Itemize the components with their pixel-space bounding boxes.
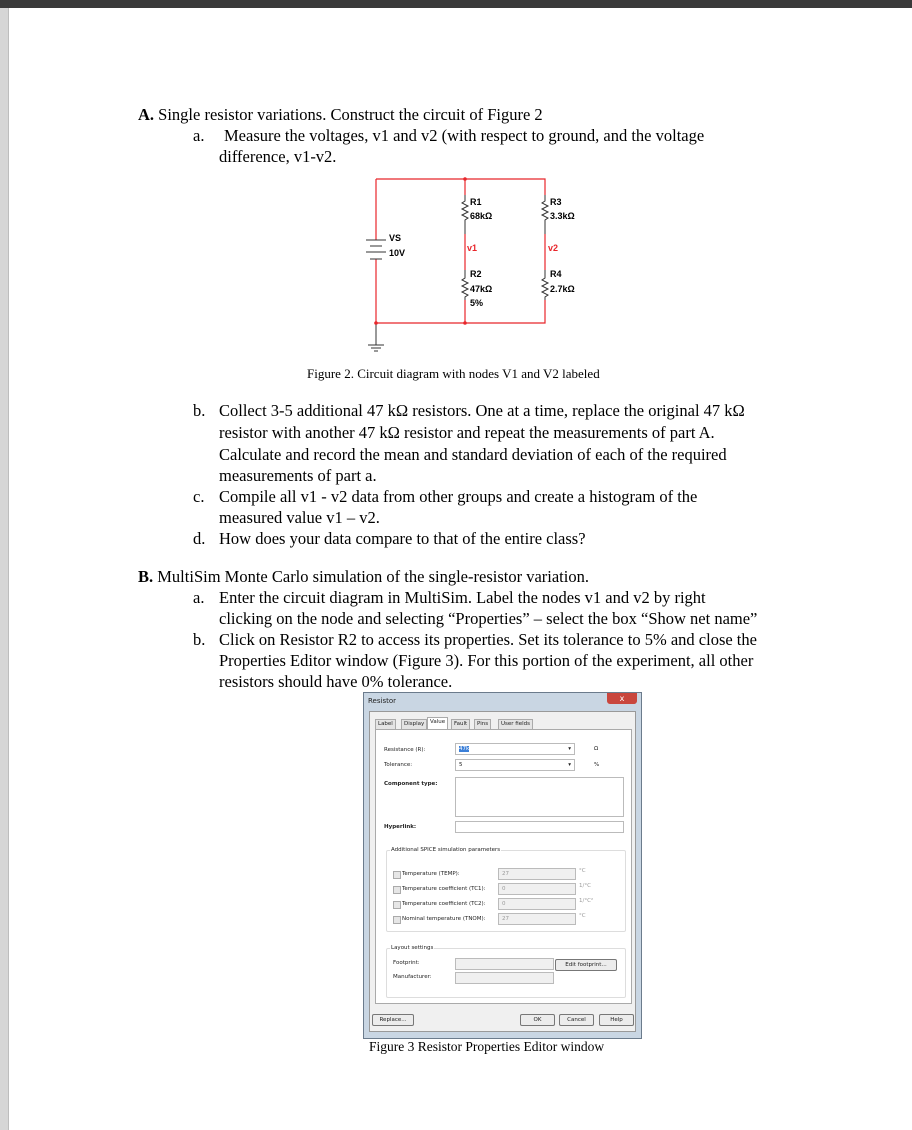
replace-button[interactable]: Replace... (372, 1014, 414, 1026)
r2-tolerance: 5% (470, 298, 484, 308)
tc1-field: 0 (498, 883, 576, 895)
item-text: Collect 3-5 additional 47 kΩ resistors. One at a time, replace the original 47 kΩ (219, 401, 745, 420)
dialog-title: Resistor (368, 697, 396, 705)
close-button[interactable]: x (607, 693, 637, 704)
resistance-select[interactable]: 47k ▾ (455, 743, 575, 755)
tab-user-fields[interactable]: User fields (498, 719, 533, 730)
item-text: Click on Resistor R2 to access its properties. Set its tolerance to 5% and close the (219, 630, 757, 649)
resistance-unit: Ω (594, 746, 599, 752)
component-type-field[interactable] (455, 777, 624, 817)
cancel-button[interactable]: Cancel (559, 1014, 594, 1026)
item-letter: b. (193, 401, 206, 420)
param-label: Temperature (TEMP): (402, 871, 460, 877)
r2-value: 47kΩ (470, 284, 493, 294)
node-v2-label: v2 (548, 243, 559, 253)
item-text: resistor with another 47 kΩ resistor and repeat the measurements of part A. (219, 423, 715, 442)
temp-checkbox[interactable] (393, 871, 401, 879)
tc1-checkbox[interactable] (393, 886, 401, 894)
circuit-diagram (360, 170, 600, 360)
manufacturer-label: Manufacturer: (393, 974, 432, 980)
ok-button[interactable]: OK (520, 1014, 555, 1026)
item-letter: b. (193, 630, 206, 649)
item-letter: a. (193, 126, 205, 145)
item-letter: a. (193, 588, 205, 607)
tnom-field: 27 (498, 913, 576, 925)
r4-value: 2.7kΩ (550, 284, 575, 294)
chevron-down-icon: ▾ (568, 746, 571, 752)
footprint-field (455, 958, 554, 970)
tc2-field: 0 (498, 898, 576, 910)
chevron-down-icon: ▾ (568, 762, 571, 768)
item-text: resistors should have 0% tolerance. (219, 672, 453, 691)
item-text: Calculate and record the mean and standard deviation of each of the required (219, 445, 727, 464)
temp-field: 27 (498, 868, 576, 880)
layout-settings-group: Layout settings Footprint: Edit footprint... Manufacturer: (386, 948, 626, 998)
item-text: Measure the voltages, v1 and v2 (with respect to ground, and the voltage (224, 126, 705, 145)
param-unit: 1/°C (579, 883, 591, 889)
component-type-label: Component type: (384, 781, 438, 787)
tab-value[interactable]: Value (427, 717, 448, 729)
item-text: difference, v1-v2. (219, 147, 337, 166)
figure-2-caption: Figure 2. Circuit diagram with nodes V1 and V2 labeled (307, 366, 600, 381)
r4-label: R4 (550, 269, 562, 279)
item-text: Enter the circuit diagram in MultiSim. Label the nodes v1 and v2 by right (219, 588, 706, 607)
resistor-properties-dialog (363, 692, 642, 1039)
viewer-top-bar (0, 0, 912, 8)
r2-label: R2 (470, 269, 482, 279)
item-text: Compile all v1 - v2 data from other groups and create a histogram of the (219, 487, 698, 506)
viewer-left-margin (0, 8, 9, 1130)
tolerance-unit: % (594, 762, 600, 768)
tolerance-select[interactable]: 5 ▾ (455, 759, 575, 771)
footprint-label: Footprint: (393, 960, 420, 966)
r3-label: R3 (550, 197, 562, 207)
figure-3-caption: Figure 3 Resistor Properties Editor window (369, 1039, 605, 1054)
item-text: Properties Editor window (Figure 3). For this portion of the experiment, all other (219, 651, 754, 670)
r1-value: 68kΩ (470, 211, 493, 221)
param-label: Nominal temperature (TNOM): (402, 916, 486, 922)
tolerance-label: Tolerance: (384, 762, 413, 768)
vs-value: 10V (389, 248, 406, 258)
manufacturer-field (455, 972, 554, 984)
resistance-label: Resistance (R): (384, 747, 426, 753)
tab-pins[interactable]: Pins (474, 719, 491, 730)
param-label: Temperature coefficient (TC1): (402, 886, 486, 892)
r1-label: R1 (470, 197, 482, 207)
vs-label: VS (389, 233, 402, 243)
param-label: Temperature coefficient (TC2): (402, 901, 486, 907)
item-letter: c. (193, 487, 205, 506)
item-text: measured value v1 – v2. (219, 508, 380, 527)
tab-fault[interactable]: Fault (451, 719, 470, 730)
hyperlink-label: Hyperlink: (384, 824, 417, 830)
node-v1-label: v1 (467, 243, 478, 253)
tab-display[interactable]: Display (401, 719, 427, 730)
item-letter: d. (193, 529, 206, 548)
param-unit: 1/°C² (579, 898, 594, 904)
section-a-heading: A. Single resistor variations. Construct the circuit of Figure 2 (138, 105, 543, 124)
item-text: clicking on the node and selecting “Properties” – select the box “Show net name” (219, 609, 758, 628)
item-text: How does your data compare to that of the entire class? (219, 529, 586, 548)
item-text: measurements of part a. (219, 466, 377, 485)
section-b-heading: B. MultiSim Monte Carlo simulation of the single-resistor variation. (138, 567, 589, 586)
param-unit: °C (579, 868, 586, 874)
help-button[interactable]: Help (599, 1014, 634, 1026)
hyperlink-field[interactable] (455, 821, 624, 833)
r3-value: 3.3kΩ (550, 211, 575, 221)
spice-parameters-group: Additional SPICE simulation parameters Temperature (TEMP): 27 °C Temperature coefficient (TC1): 0 1/°C Temperature coefficient (TC2): 0 1/°C² Nominal temperature (TNOM): 27 °C (386, 850, 626, 932)
edit-footprint-button[interactable]: Edit footprint... (555, 959, 617, 971)
tc2-checkbox[interactable] (393, 901, 401, 909)
tnom-checkbox[interactable] (393, 916, 401, 924)
tab-label[interactable]: Label (375, 719, 396, 730)
param-unit: °C (579, 913, 586, 919)
